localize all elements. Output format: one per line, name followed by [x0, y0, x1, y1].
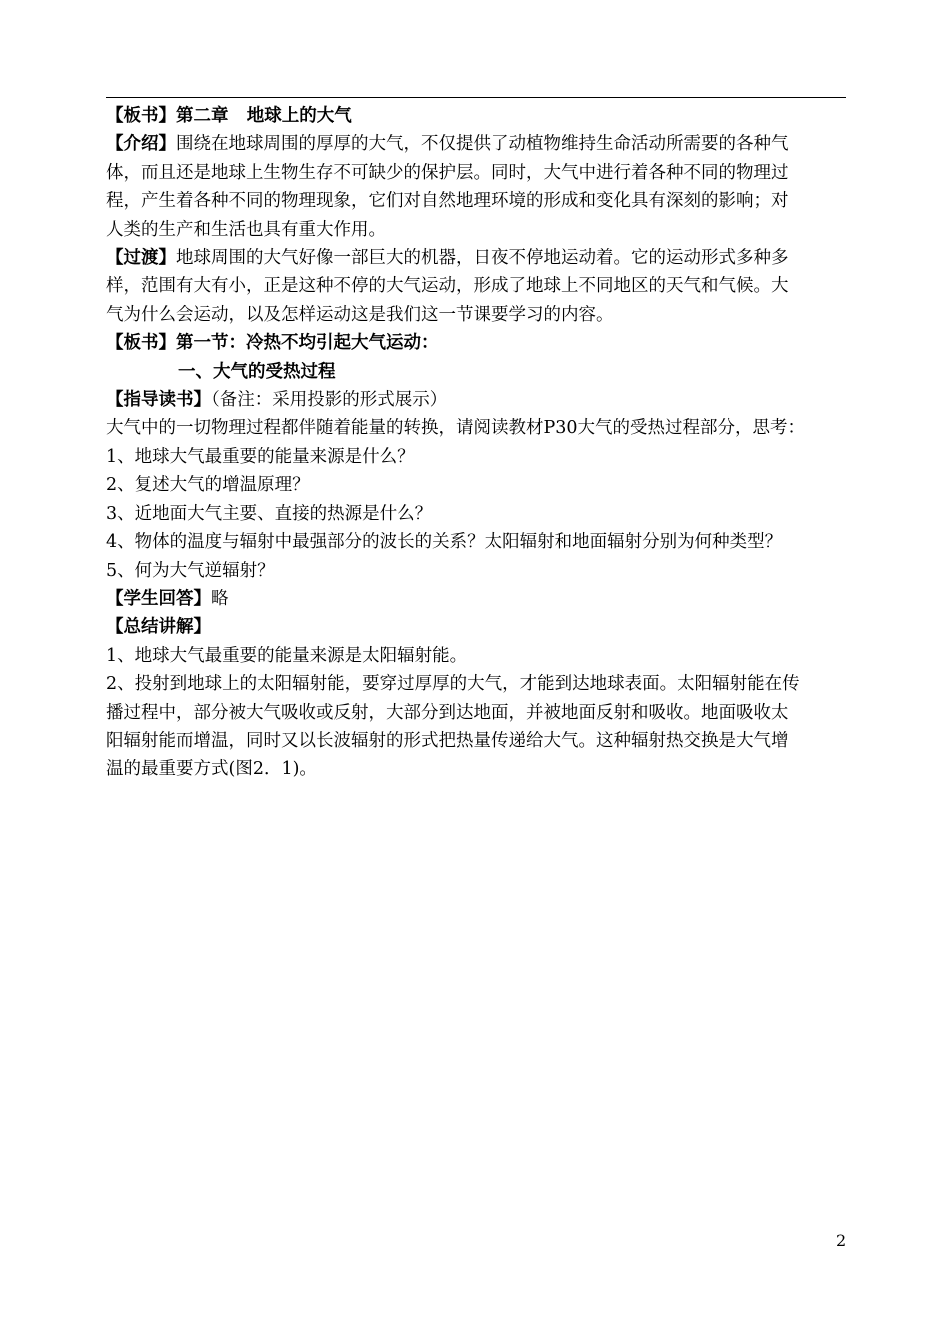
summary-heading: 【总结讲解】 — [106, 617, 211, 638]
question-item: 1、地球大气最重要的能量来源是什么？ — [106, 446, 415, 467]
subsection-heading: 一、大气的受热过程 — [178, 361, 336, 382]
document-body — [106, 102, 848, 784]
answer-item: 1、地球大气最重要的能量来源是太阳辐射能。 — [106, 645, 468, 666]
question-item: 5、何为大气逆辐射？ — [106, 560, 275, 581]
chapter-heading: 【板书】第二章 地球上的大气 — [106, 106, 352, 126]
answer-paragraph-line: 播过程中，部分被大气吸收或反射，大部分到达地面，并被地面反射和吸收。地面吸收太 — [106, 702, 789, 723]
transition-paragraph-line: 【过渡】地球周围的大气好像一部巨大的机器，日夜不停地运动着。它的运动形式多种多 — [106, 248, 789, 269]
page-number: 2 — [836, 1231, 847, 1250]
section-heading: 【板书】第一节：冷热不均引起大气运动： — [106, 333, 439, 354]
intro-paragraph-line: 程，产生着各种不同的物理现象，它们对自然地理环境的形成和变化具有深刻的影响；对 — [106, 191, 789, 212]
intro-paragraph-line: 人类的生产和生活也具有重大作用。 — [106, 219, 386, 240]
answer-paragraph-line: 温的最重要方式(图2．1)。 — [106, 759, 317, 780]
question-item: 4、物体的温度与辐射中最强部分的波长的关系？太阳辐射和地面辐射分别为何种类型？ — [106, 532, 783, 553]
header-rule — [106, 97, 846, 98]
reading-instruction: 大气中的一切物理过程都伴随着能量的转换，请阅读教材P30大气的受热过程部分，思考： — [106, 418, 806, 439]
question-item: 2、复述大气的增温原理？ — [106, 475, 310, 496]
transition-paragraph-line: 气为什么会运动，以及怎样运动这是我们这一节课要学习的内容。 — [106, 304, 614, 325]
student-answer-line: 【学生回答】略 — [106, 588, 229, 609]
intro-paragraph-line: 【介绍】围绕在地球周围的厚厚的大气，不仅提供了动植物维持生命活动所需要的各种气 — [106, 134, 789, 155]
transition-paragraph-line: 样，范围有大有小，正是这种不停的大气运动，形成了地球上不同地区的天气和气候。大 — [106, 276, 789, 297]
intro-paragraph-line: 体，而且还是地球上生物生存不可缺少的保护层。同时，大气中进行着各种不同的物理过 — [106, 162, 789, 183]
answer-paragraph-line: 阳辐射能而增温，同时又以长波辐射的形式把热量传递给大气。这种辐射热交换是大气增 — [106, 730, 789, 751]
answer-paragraph-line: 2、投射到地球上的太阳辐射能，要穿过厚厚的大气，才能到达地球表面。太阳辐射能在传 — [106, 674, 800, 695]
reading-guide-line: 【指导读书】（备注：采用投影的形式展示） — [106, 390, 448, 411]
question-item: 3、近地面大气主要、直接的热源是什么？ — [106, 503, 433, 524]
